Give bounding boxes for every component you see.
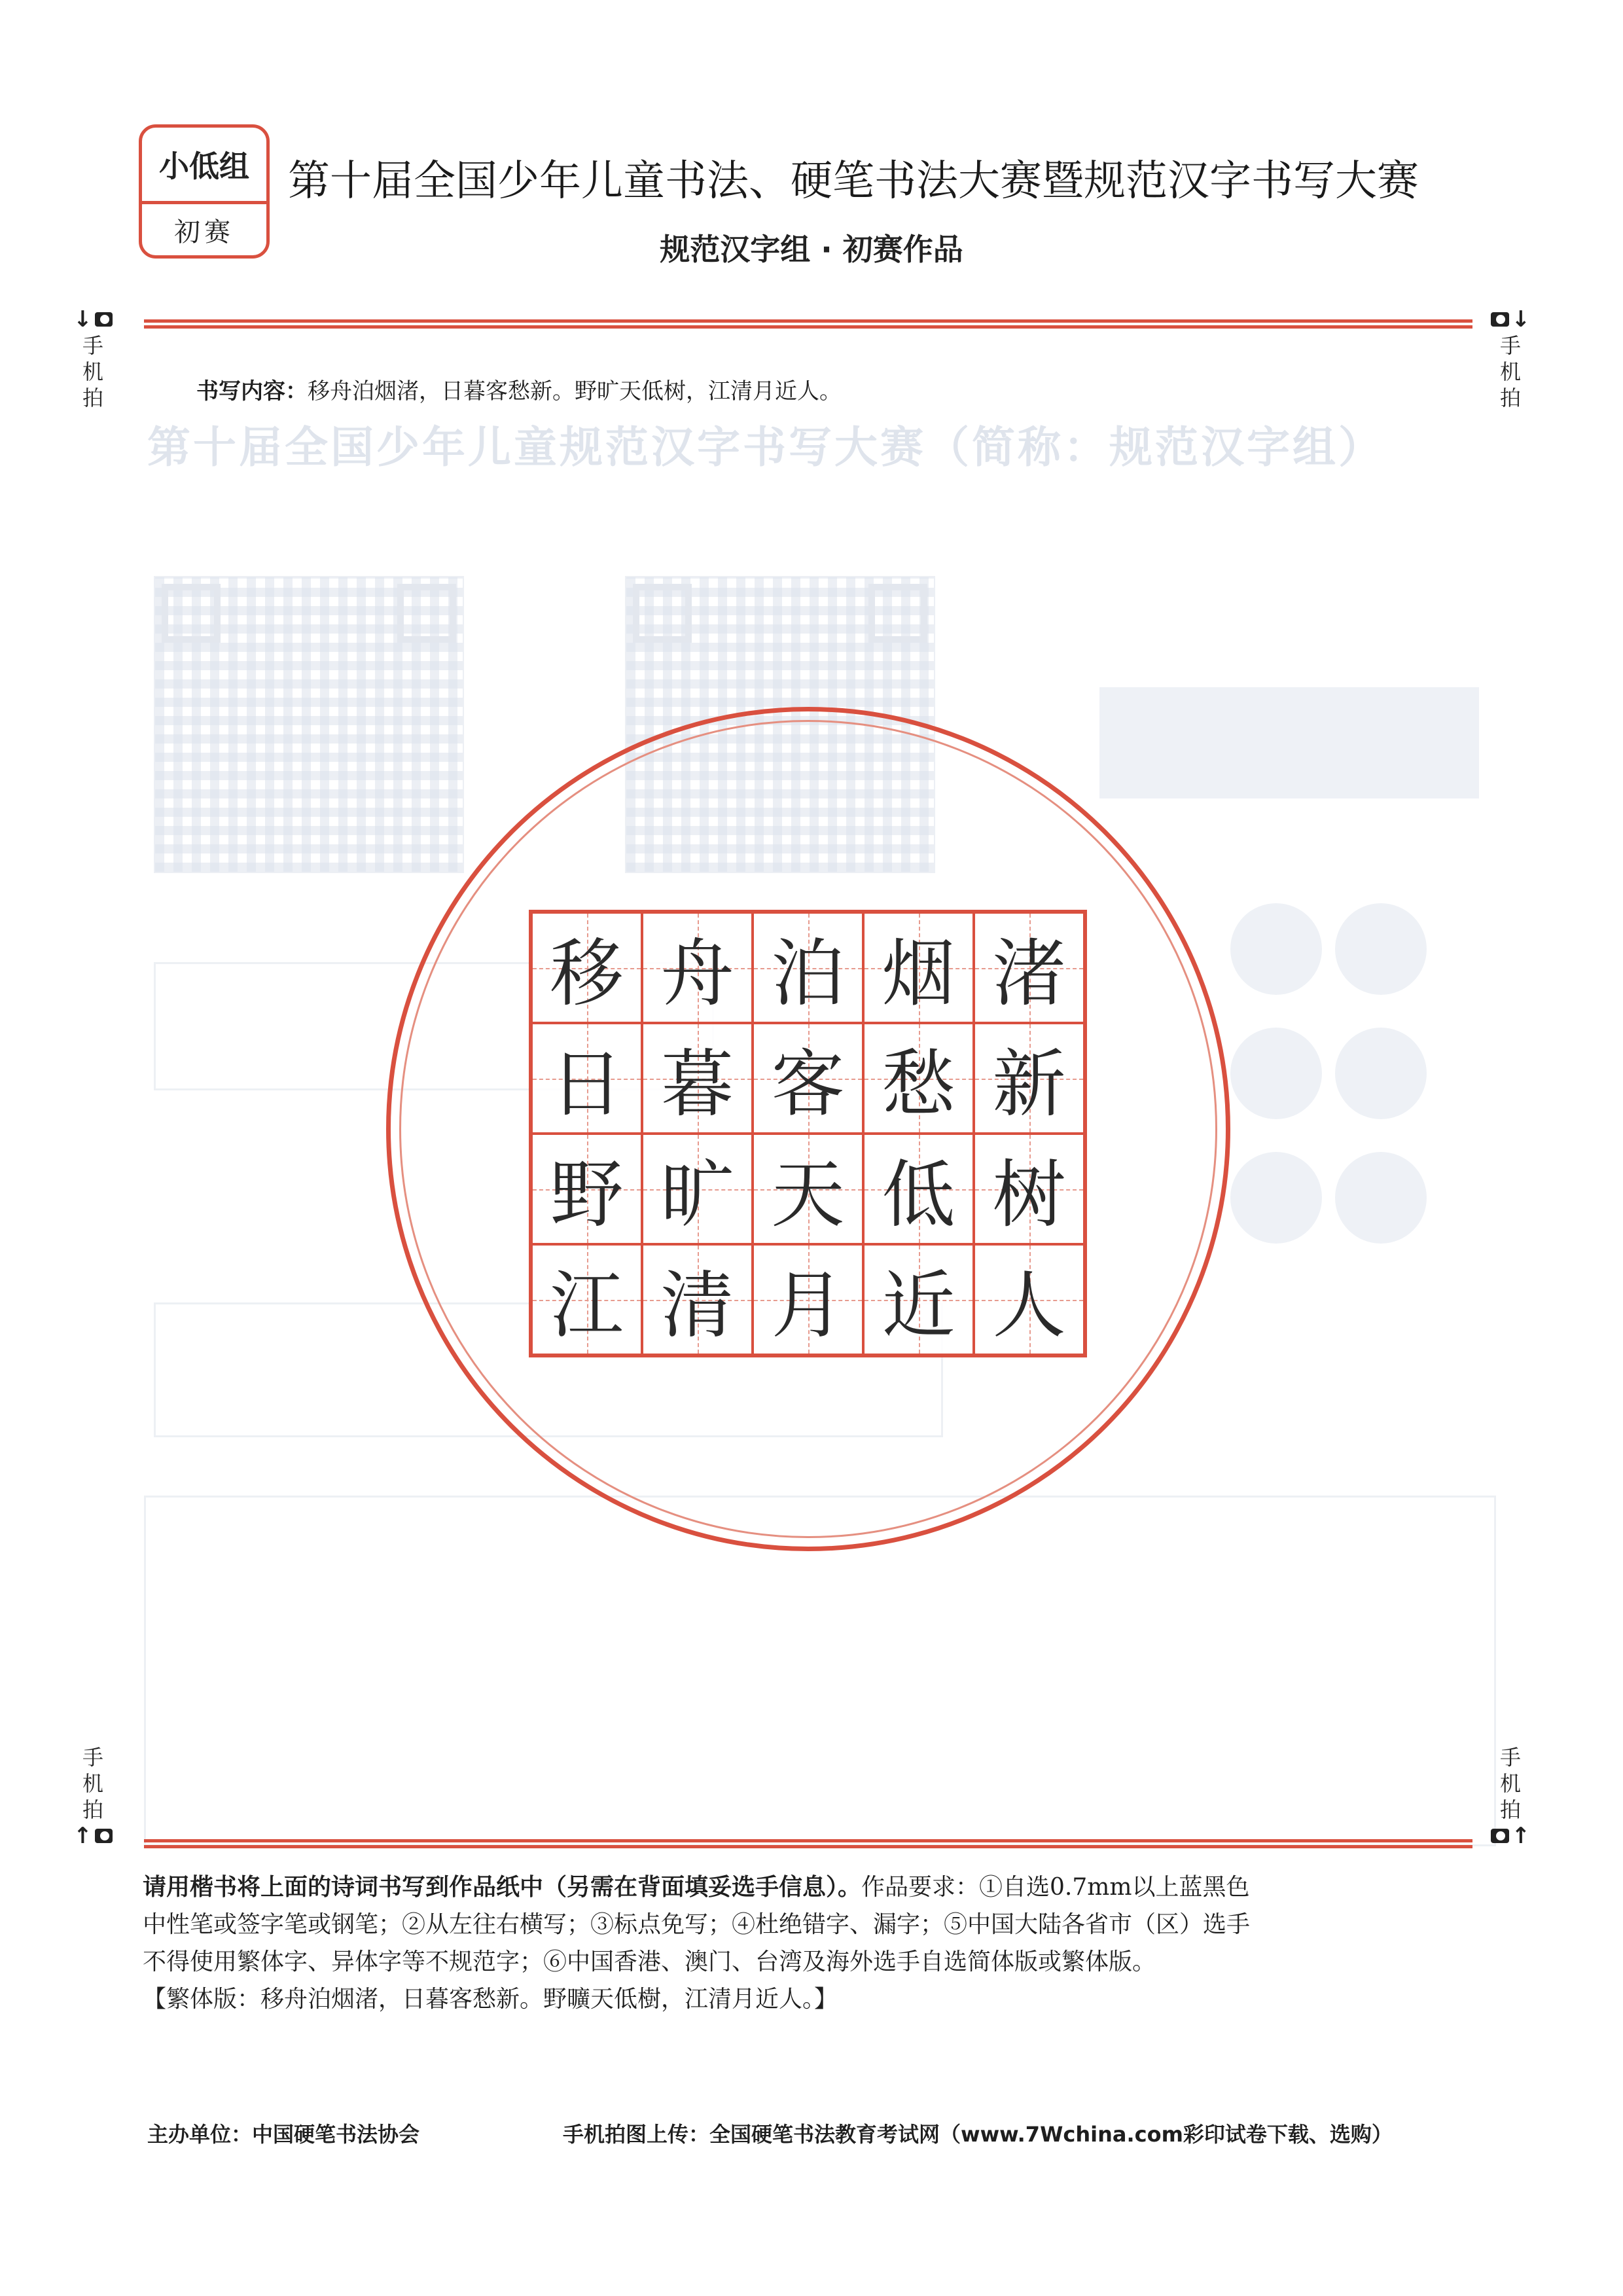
traditional-version-note: 【繁体版：移舟泊烟渚，日暮客愁新。野曠天低樹，江清月近人。】 [143,1986,838,2013]
download-camera-icon: ↓ [73,306,113,332]
photo-marker-bottom-left [73,1744,113,1849]
camera-upload-icon: ↑ [1491,1823,1530,1849]
grid-cell: 江 [531,1244,642,1355]
grid-cell: 野 [531,1134,642,1244]
photo-marker-top-right [1491,306,1530,411]
side-label-char: 机 [1499,1771,1521,1796]
grid-cell: 近 [863,1244,974,1355]
instructions [143,1869,1478,2018]
instructions-lead: 请用楷书将上面的诗词书写到作品纸中（另需在背面填妥选手信息）。 [143,1874,862,1901]
grid-cell: 暮 [642,1023,753,1134]
grid-cell: 泊 [753,912,863,1023]
grid-cell: 移 [531,912,642,1023]
side-label-char: 拍 [82,1797,103,1822]
instructions-line: 中性笔或签字笔或钢笔；②从左往右横写；③标点免写；④杜绝错字、漏字；⑤中国大陆各省市（区）选手 [143,1911,1251,1938]
grid-cell: 旷 [642,1134,753,1244]
grid-cell: 天 [753,1134,863,1244]
grid-cell: 树 [974,1134,1084,1244]
side-label-char: 机 [82,1771,103,1796]
grid-cell: 愁 [863,1023,974,1134]
instructions-line: 不得使用繁体字、异体字等不规范字；⑥中国香港、澳门、台湾及海外选手自选简体版或繁体版。 [143,1948,1156,1975]
ghost-banner [1099,687,1479,798]
side-label-char: 手 [82,1745,103,1770]
grid-cell: 月 [753,1244,863,1355]
ghost-icon [1335,903,1427,995]
grid-cell: 人 [974,1244,1084,1355]
side-label-char: 拍 [1499,1797,1521,1822]
upload-info: 手机拍图上传：全国硬笔书法教育考试网（www.7Wchina.com彩印试卷下载、选购） [563,2122,1393,2147]
side-label-char: 手 [82,333,103,358]
organizer: 主办单位：中国硬笔书法协会 [147,2122,420,2147]
grid-cell: 日 [531,1023,642,1134]
grid-cell: 新 [974,1023,1084,1134]
instructions-requirements: 作品要求：①自选0.7mm以上蓝黑色 [861,1874,1250,1901]
page-title: 第十届全国少年儿童书法、硬笔书法大赛暨规范汉字书写大赛 [288,157,1419,206]
grid-cell: 渚 [974,912,1084,1023]
ghost-icon [1335,1152,1427,1244]
ghost-icon [1230,1028,1322,1119]
side-label-char: 手 [1499,1745,1521,1770]
badge-group-label: 小低组 [142,128,266,204]
photo-marker-bottom-right [1491,1744,1530,1849]
grid-cell: 客 [753,1023,863,1134]
grid-cell: 烟 [863,912,974,1023]
writing-content-label: 书写内容： [196,378,308,404]
side-label-char: 拍 [82,386,103,410]
red-double-rule-top [144,319,1472,329]
camera-download-icon: ↓ [1491,306,1530,332]
grid-cell: 低 [863,1134,974,1244]
grid-cell: 清 [642,1244,753,1355]
photo-marker-top-left [73,306,113,411]
side-label-char: 手 [1499,333,1521,358]
ghost-icon [1230,1152,1322,1244]
red-double-rule-bottom [144,1839,1472,1848]
side-label-char: 拍 [1499,386,1521,410]
writing-content-text: 移舟泊烟渚，日暮客愁新。野旷天低树，江清月近人。 [308,378,842,404]
page-subtitle: 规范汉字组 · 初赛作品 [660,232,963,267]
ghost-icon [1230,903,1322,995]
ghost-title: 第十届全国少年儿童规范汉字书写大赛（简称：规范汉字组） [147,422,1384,473]
writing-content [196,373,842,405]
side-label-char: 机 [82,359,103,384]
upload-camera-icon: ↑ [73,1823,113,1849]
qr-code-left [154,576,464,873]
ghost-icon [1335,1028,1427,1119]
side-label-char: 机 [1499,359,1521,384]
badge-stage-label: 初赛 [174,217,234,247]
grid-cell: 舟 [642,912,753,1023]
writing-grid [529,910,1087,1357]
